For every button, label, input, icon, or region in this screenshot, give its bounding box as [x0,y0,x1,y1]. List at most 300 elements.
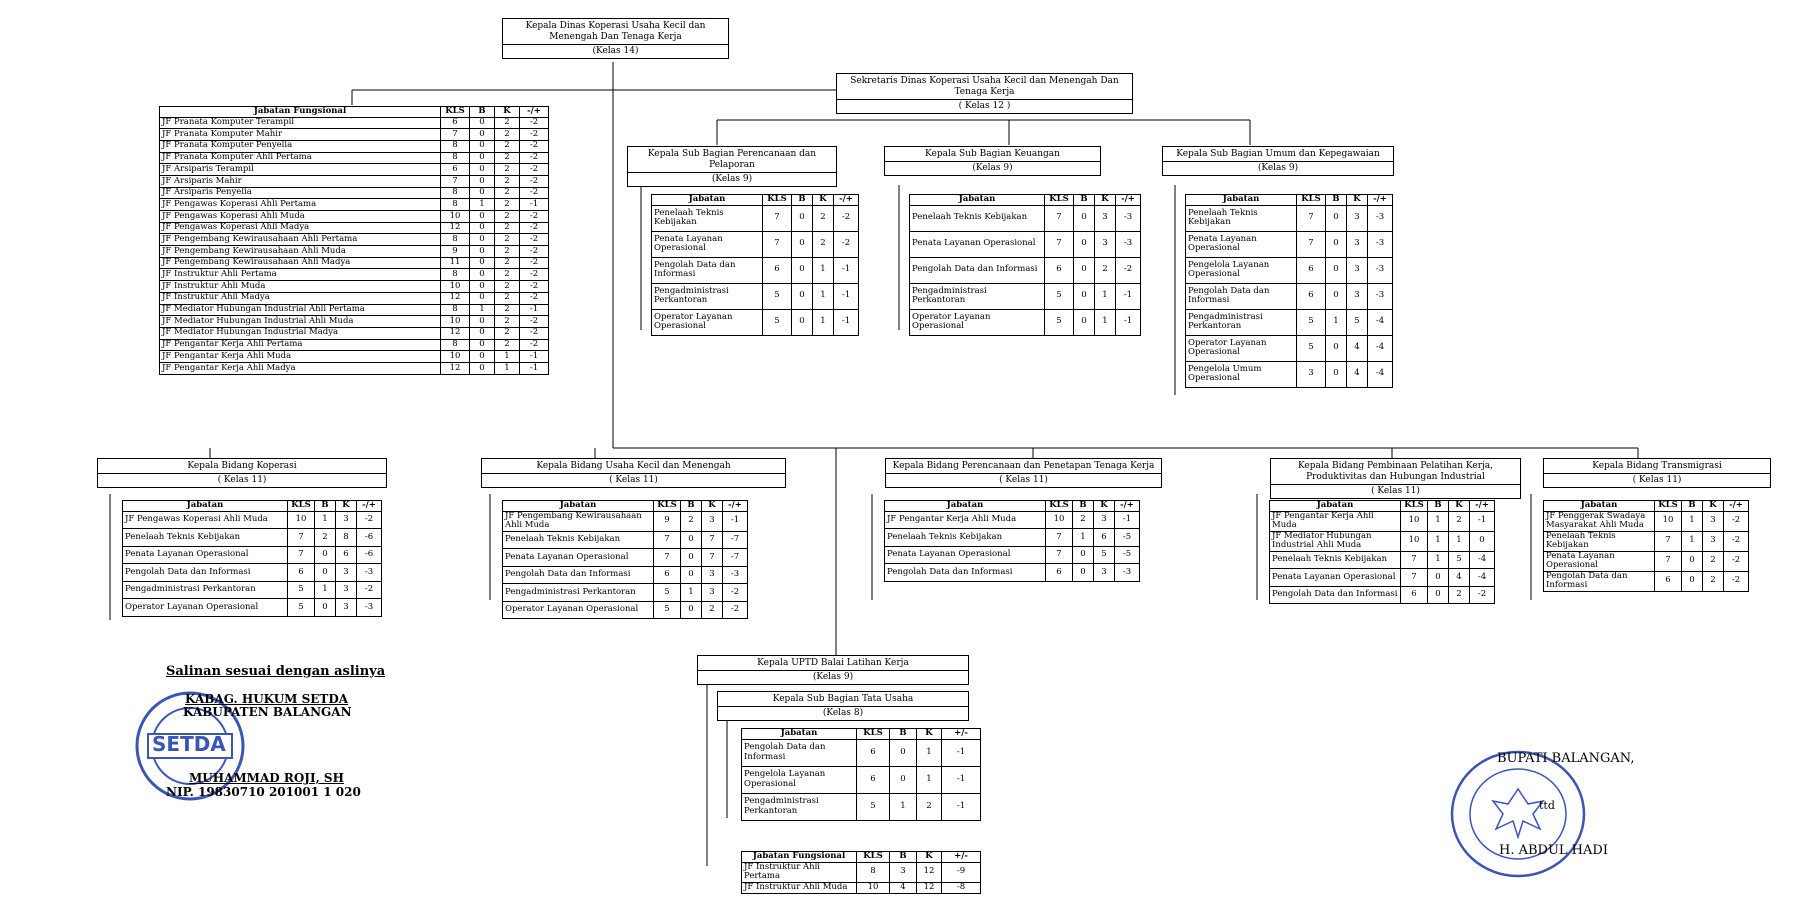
value-cell: 3 [336,564,357,582]
value-cell: 0 [315,546,336,564]
value-cell: -2 [1724,551,1749,571]
value-cell: 0 [470,222,495,234]
jabatan-cell: JF Pengawas Koperasi Ahli Pertama [160,199,441,211]
column-header: Jabatan Fungsional [742,852,857,863]
table-row [160,246,549,258]
value-cell: 7 [1045,231,1074,257]
value-cell: -1 [520,362,549,374]
value-cell: 2 [681,511,702,531]
jabatan-cell: Pengadministrasi Perkantoran [742,793,857,820]
table-row [160,257,549,269]
value-cell: 7 [1655,531,1682,551]
value-cell: -5 [1115,546,1140,564]
column-header: B [681,501,702,512]
salinan-heading: Salinan sesuai dengan aslinya [166,664,386,679]
value-cell: 10 [1655,511,1682,531]
value-cell: 12 [917,882,942,893]
value-cell: 6 [441,164,470,176]
bidang-box-4 [1543,458,1771,488]
value-cell: 0 [470,234,495,246]
table-row [1544,571,1749,591]
jabatan-cell: JF Arsiparis Terampil [160,164,441,176]
value-cell: 1 [315,511,336,529]
column-header: KLS [288,501,315,512]
column-header: K [495,107,520,118]
value-cell: 1 [917,766,942,793]
value-cell: 0 [1326,283,1347,309]
value-cell: 3 [1094,564,1115,582]
value-cell: 10 [441,281,470,293]
value-cell: -2 [520,327,549,339]
column-header: KLS [1046,501,1073,512]
value-cell: 0 [470,362,495,374]
value-cell: 3 [1095,205,1116,231]
table-row [1186,205,1393,231]
jabatan-cell: Penata Layanan Operasional [1544,551,1655,571]
column-header: -/+ [357,501,382,512]
value-cell: 2 [495,175,520,187]
value-cell: 10 [441,211,470,223]
value-cell: 8 [441,140,470,152]
value-cell: -8 [942,882,981,893]
value-cell: 2 [495,246,520,258]
table-row [160,292,549,304]
table-row [160,316,549,328]
column-header: +/- [942,852,981,863]
stamp-center-text: SETDA [152,732,226,756]
table-header [1186,195,1393,206]
jabatan-cell: Pengolah Data dan Informasi [1544,571,1655,591]
value-cell: -1 [723,511,748,531]
bidang-box-4-kelas: ( Kelas 11) [1544,473,1770,487]
table-row [160,281,549,293]
column-header: B [1428,501,1449,512]
value-cell: 1 [315,581,336,599]
value-cell: 1 [813,257,834,283]
value-cell: 5 [1045,283,1074,309]
value-cell: 5 [1347,309,1368,335]
value-cell: 2 [495,339,520,351]
subbag-box-0-kelas: (Kelas 9) [628,172,836,186]
jabatan-cell: JF Mediator Hubungan Industrial Ahli Muda [1270,531,1401,551]
column-header: Jabatan [1544,501,1655,512]
jabatan-cell: Penata Layanan Operasional [503,549,654,567]
salinan-kabag: KABAG. HUKUM SETDA [185,692,349,706]
table-header [160,107,549,118]
value-cell: 0 [1428,586,1449,604]
value-cell: 0 [1682,551,1703,571]
value-cell: 6 [1297,257,1326,283]
value-cell: 0 [470,175,495,187]
jabatan-cell: JF Pengantar Kerja Ahli Muda [1270,511,1401,531]
value-cell: -2 [520,211,549,223]
uptd-subbag-box [717,691,969,721]
value-cell: 12 [441,222,470,234]
jabatan-cell: JF Instruktur Ahli Pertama [160,269,441,281]
value-cell: -5 [1115,529,1140,547]
value-cell: 0 [792,309,813,335]
sekretaris-box-title: Sekretaris Dinas Koperasi Usaha Kecil dan Menengah Dan Tenaga Kerja [850,76,1119,97]
bidang-box-1-kelas: ( Kelas 11) [482,473,785,487]
column-header: K [1347,195,1368,206]
jabatan-cell: Penelaah Teknis Kebijakan [503,531,654,549]
column-header: K [1703,501,1724,512]
jabatan-cell: Pengolah Data dan Informasi [1270,586,1401,604]
column-header: KLS [1401,501,1428,512]
value-cell: 10 [441,316,470,328]
value-cell: 1 [470,199,495,211]
jabatan-cell: Pengolah Data dan Informasi [885,564,1046,582]
jabatan-cell: JF Mediator Hubungan Industrial Ahli Muda [160,316,441,328]
jabatan-cell: Pengolah Data dan Informasi [1186,283,1297,309]
value-cell: 7 [654,531,681,549]
value-cell: 1 [1428,551,1449,569]
jabatan-cell: Pengolah Data dan Informasi [652,257,763,283]
value-cell: 3 [1347,257,1368,283]
jabatan-cell: JF Instruktur Ahli Muda [160,281,441,293]
value-cell: 3 [1347,283,1368,309]
table-row [1544,551,1749,571]
jabatan-cell: Penata Layanan Operasional [910,231,1045,257]
value-cell: 0 [1074,205,1095,231]
jabatan-cell: JF Pengantar Kerja Ahli Pertama [160,339,441,351]
value-cell: 2 [1703,571,1724,591]
jabatan-cell: Operator Layanan Operasional [652,309,763,335]
jabatan-cell: Penelaah Teknis Kebijakan [910,205,1045,231]
value-cell: 6 [441,117,470,129]
value-cell: 1 [470,304,495,316]
kepala-dinas-box [502,18,729,59]
jabatan-cell: JF Instruktur Ahli Pertama [742,862,857,882]
bidang-box-2-kelas: ( Kelas 11) [886,473,1161,487]
value-cell: 0 [470,187,495,199]
value-cell: 2 [495,199,520,211]
table-row [503,601,748,619]
value-cell: -3 [1116,205,1141,231]
value-cell: 3 [702,511,723,531]
table-row [160,152,549,164]
value-cell: 0 [470,339,495,351]
value-cell: -4 [1368,361,1393,387]
jabatan-cell: JF Pengembang Kewirausahaan Ahli Muda [160,246,441,258]
value-cell: 3 [1703,511,1724,531]
value-cell: 8 [441,339,470,351]
value-cell: 3 [1095,231,1116,257]
column-header: -/+ [520,107,549,118]
column-header: Jabatan [1186,195,1297,206]
bupati-name: H. ABDUL HADI [1499,843,1608,858]
value-cell: 2 [1073,511,1094,529]
column-header: Jabatan [503,501,654,512]
value-cell: -3 [1368,205,1393,231]
uptd-subbag-box-kelas: (Kelas 8) [718,706,968,720]
column-header: Jabatan [742,729,857,740]
value-cell: 4 [890,882,917,893]
table-row [742,793,981,820]
value-cell: 3 [702,566,723,584]
column-header: K [813,195,834,206]
value-cell: 2 [495,316,520,328]
value-cell: 10 [1401,511,1428,531]
value-cell: 5 [288,599,315,617]
value-cell: 0 [792,257,813,283]
value-cell: 0 [1074,283,1095,309]
value-cell: -3 [1368,283,1393,309]
value-cell: -1 [834,283,859,309]
value-cell: 0 [792,205,813,231]
value-cell: 0 [1682,571,1703,591]
value-cell: 7 [1655,551,1682,571]
value-cell: 0 [1326,231,1347,257]
value-cell: 5 [1449,551,1470,569]
table-row [1270,586,1495,604]
table-row [123,546,382,564]
bidang-box-0-kelas: ( Kelas 11) [98,473,386,487]
column-header: KLS [1297,195,1326,206]
value-cell: 1 [1073,529,1094,547]
table-row [1544,531,1749,551]
value-cell: 12 [917,862,942,882]
value-cell: -2 [520,292,549,304]
value-cell: 7 [763,205,792,231]
table-row [160,211,549,223]
value-cell: 5 [1297,309,1326,335]
table-row [160,351,549,363]
jabatan-cell: JF Pranata Komputer Ahli Pertama [160,152,441,164]
value-cell: -2 [520,129,549,141]
value-cell: 3 [1094,511,1115,529]
table-row [1186,309,1393,335]
subbag-box-1-kelas: (Kelas 9) [885,161,1100,175]
value-cell: -1 [942,739,981,766]
value-cell: 2 [813,231,834,257]
uptd-box-title: Kepala UPTD Balai Latihan Kerja [757,658,909,668]
value-cell: 0 [681,601,702,619]
table-row [123,529,382,547]
value-cell: 6 [1046,564,1073,582]
value-cell: 0 [470,292,495,304]
value-cell: -2 [834,231,859,257]
value-cell: 0 [470,351,495,363]
value-cell: 6 [1401,586,1428,604]
table-row [160,362,549,374]
value-cell: 1 [1326,309,1347,335]
value-cell: 6 [654,566,681,584]
salinan-nip: NIP. 19830710 201001 1 020 [166,785,361,799]
value-cell: 6 [1094,529,1115,547]
table-row [160,269,549,281]
value-cell: 0 [470,140,495,152]
column-header: K [1449,501,1470,512]
value-cell: 6 [288,564,315,582]
value-cell: 0 [890,766,917,793]
value-cell: 0 [315,599,336,617]
jabatan-cell: Pengadministrasi Perkantoran [910,283,1045,309]
value-cell: 8 [441,269,470,281]
table-header [123,501,382,512]
value-cell: 0 [470,117,495,129]
table-row [910,283,1141,309]
value-cell: -2 [834,205,859,231]
value-cell: -2 [1724,571,1749,591]
sekretaris-box [836,73,1133,114]
value-cell: 5 [763,283,792,309]
jabatan-cell: JF Pengembang Kewirausahaan Ahli Muda [503,511,654,531]
value-cell: 1 [495,362,520,374]
value-cell: 7 [1401,569,1428,587]
column-header: -/+ [1115,501,1140,512]
value-cell: 1 [890,793,917,820]
value-cell: 8 [441,304,470,316]
value-cell: 0 [890,739,917,766]
value-cell: 2 [813,205,834,231]
column-header: Jabatan [123,501,288,512]
value-cell: 7 [654,549,681,567]
jabatan-cell: Penata Layanan Operasional [1186,231,1297,257]
jabatan-cell: Pengadministrasi Perkantoran [652,283,763,309]
jabatan-cell: JF Instruktur Ahli Madya [160,292,441,304]
value-cell: -6 [357,546,382,564]
value-cell: -1 [1116,309,1141,335]
jabatan-cell: JF Pengawas Koperasi Ahli Madya [160,222,441,234]
value-cell: 0 [681,566,702,584]
jabatan-cell: Operator Layanan Operasional [123,599,288,617]
table-row [1270,531,1495,551]
bidang-box-2 [885,458,1162,488]
column-header: B [1326,195,1347,206]
column-header: B [1682,501,1703,512]
jabatan-cell: Penelaah Teknis Kebijakan [1544,531,1655,551]
column-header: +/- [942,729,981,740]
value-cell: 1 [1449,531,1470,551]
table-row [160,199,549,211]
jabatan-cell: Penelaah Teknis Kebijakan [123,529,288,547]
value-cell: 0 [1073,546,1094,564]
column-header: -/+ [1724,501,1749,512]
jabatan-cell: Pengelola Layanan Operasional [1186,257,1297,283]
value-cell: 2 [1095,257,1116,283]
subbag-box-1 [884,146,1101,176]
value-cell: -9 [942,862,981,882]
value-cell: 7 [441,129,470,141]
value-cell: 0 [470,246,495,258]
subbag-box-2-title: Kepala Sub Bagian Umum dan Kepegawaian [1176,149,1380,159]
table-row [1186,257,1393,283]
jabatan-cell: Pengelola Layanan Operasional [742,766,857,793]
value-cell: 1 [1428,511,1449,531]
value-cell: 0 [470,129,495,141]
value-cell: -3 [1116,231,1141,257]
table-row [910,231,1141,257]
table-row [160,140,549,152]
value-cell: 7 [1045,205,1074,231]
value-cell: 0 [470,152,495,164]
table-row [742,739,981,766]
column-header: KLS [654,501,681,512]
bidang-box-2-title: Kepala Bidang Perencanaan dan Penetapan Tenaga Kerja [892,461,1155,471]
value-cell: 9 [654,511,681,531]
jabatan-fungsional-table [159,106,549,375]
subbag-box-2 [1162,146,1394,176]
value-cell: -2 [1116,257,1141,283]
value-cell: 8 [441,199,470,211]
value-cell: 0 [315,564,336,582]
column-header: -/+ [1368,195,1393,206]
column-header: KLS [1045,195,1074,206]
value-cell: -3 [357,599,382,617]
value-cell: -3 [1368,257,1393,283]
kepala-dinas-box-kelas: (Kelas 14) [503,44,728,58]
value-cell: 6 [763,257,792,283]
table-row [1186,361,1393,387]
subbag-box-0-title: Kepala Sub Bagian Perencanaan dan Pelaporan [647,149,817,170]
value-cell: -2 [1724,531,1749,551]
value-cell: -2 [520,164,549,176]
value-cell: 0 [470,164,495,176]
table-row [160,304,549,316]
column-header: B [315,501,336,512]
value-cell: 0 [1326,205,1347,231]
uptd-box-kelas: (Kelas 9) [698,670,968,684]
value-cell: -2 [520,316,549,328]
value-cell: 0 [681,531,702,549]
value-cell: 6 [857,766,890,793]
value-cell: 2 [1449,511,1470,531]
value-cell: 7 [1401,551,1428,569]
value-cell: -2 [520,187,549,199]
value-cell: 1 [813,309,834,335]
value-cell: -1 [520,351,549,363]
jabatan-cell: JF Penggerak Swadaya Masyarakat Ahli Muda [1544,511,1655,531]
bidang-table-2 [884,500,1140,582]
value-cell: 2 [1449,586,1470,604]
table-row [1186,283,1393,309]
jabatan-cell: Operator Layanan Operasional [1186,335,1297,361]
value-cell: -6 [357,529,382,547]
table-row [652,205,859,231]
jabatan-cell: Penelaah Teknis Kebijakan [1186,205,1297,231]
column-header: KLS [857,852,890,863]
value-cell: 2 [495,304,520,316]
value-cell: 7 [1046,529,1073,547]
jabatan-cell: JF Pengembang Kewirausahaan Ahli Pertama [160,234,441,246]
value-cell: -1 [520,304,549,316]
value-cell: 8 [336,529,357,547]
value-cell: -2 [1470,586,1495,604]
bidang-box-3-title: Kepala Bidang Pembinaan Pelatihan Kerja, Produktivitas dan Hubungan Industrial [1297,461,1494,482]
value-cell: 4 [1449,569,1470,587]
bidang-box-3 [1270,458,1521,499]
value-cell: -1 [520,199,549,211]
column-header: B [792,195,813,206]
bidang-box-3-kelas: ( Kelas 11) [1271,484,1520,498]
value-cell: -2 [357,581,382,599]
value-cell: -1 [1115,511,1140,529]
bidang-table-0 [122,500,382,617]
jabatan-cell: JF Pengantar Kerja Ahli Madya [160,362,441,374]
value-cell: 3 [1703,531,1724,551]
bidang-box-4-title: Kepala Bidang Transmigrasi [1592,461,1722,471]
bidang-box-1 [481,458,786,488]
value-cell: -2 [723,584,748,602]
jabatan-cell: Pengadministrasi Perkantoran [1186,309,1297,335]
value-cell: 5 [654,584,681,602]
bidang-table-4 [1543,500,1749,592]
value-cell: 8 [441,187,470,199]
value-cell: 10 [288,511,315,529]
value-cell: 1 [681,584,702,602]
table-row [885,546,1140,564]
